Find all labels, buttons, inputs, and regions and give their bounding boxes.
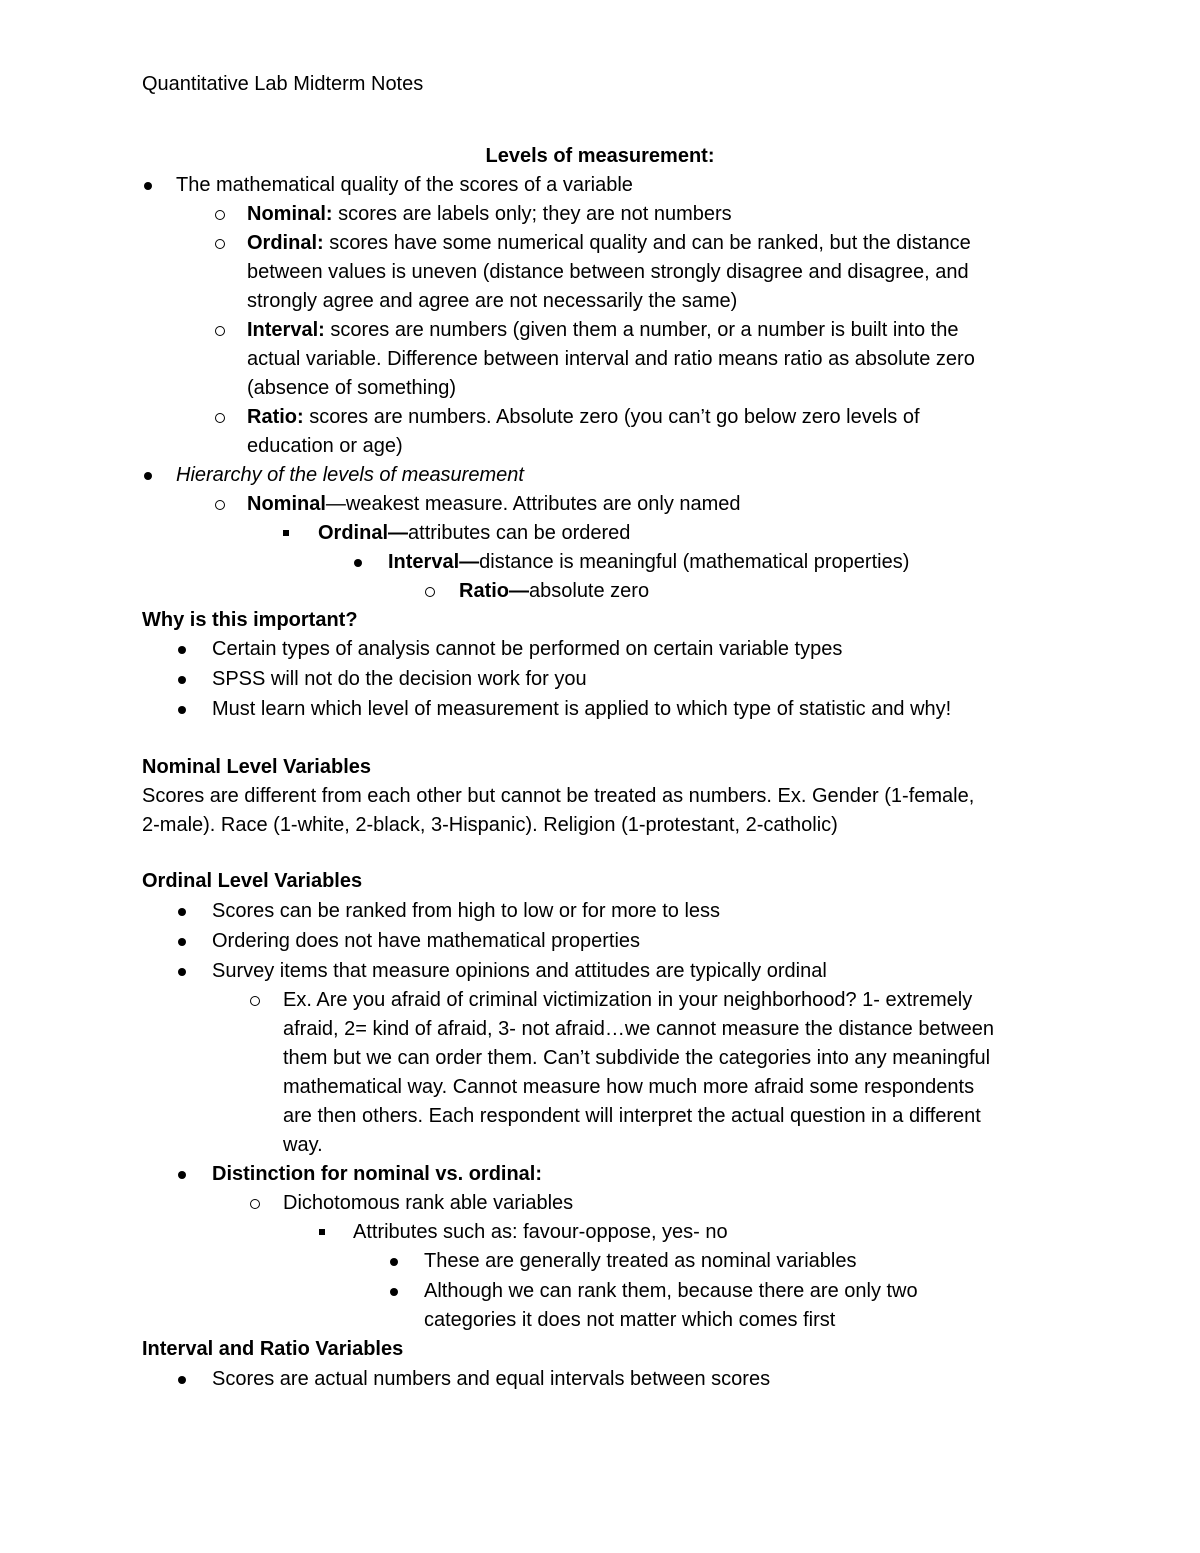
bullet-icon: [172, 1365, 192, 1394]
interval-ratio-heading: Interval and Ratio Variables: [142, 1338, 404, 1360]
list-item-continuation: mathematical way. Cannot measure how much more afraid some respondents: [283, 1076, 975, 1098]
bullet-icon: [138, 171, 158, 200]
list-item: Must learn which level of measurement is applied to which type of statistic and why!: [0, 695, 1200, 724]
list-item-ratio: Ratio: scores are numbers. Absolute zero (you can’t go below zero levels of: [0, 403, 1200, 432]
list-item: Attributes such as: favour-oppose, yes- no: [0, 1218, 1200, 1247]
list-item: Although we can rank them, because there are only two: [0, 1277, 1200, 1306]
bullet-icon: [172, 1160, 192, 1189]
circle-bullet-icon: [210, 490, 230, 519]
circle-bullet-icon: [245, 986, 265, 1015]
list-item-continuation: way.: [283, 1134, 323, 1156]
list-item: Scores can be ranked from high to low or for more to less: [0, 897, 1200, 926]
list-item-continuation: categories it does not matter which comes first: [424, 1309, 836, 1331]
circle-bullet-icon: [210, 229, 230, 258]
list-item-continuation: (absence of something): [247, 377, 457, 399]
list-item-nominal: Nominal: scores are labels only; they are not numbers: [0, 200, 1200, 229]
bullet-icon: [172, 635, 192, 664]
list-item-continuation: education or age): [247, 435, 403, 457]
circle-bullet-icon: [420, 577, 440, 606]
list-item: The mathematical quality of the scores of a variable: [0, 171, 1200, 200]
circle-bullet-icon: [245, 1189, 265, 1218]
list-item-hierarchy: Hierarchy of the levels of measurement: [0, 461, 1200, 490]
paragraph-line: 2-male). Race (1-white, 2-black, 3-Hispanic). Religion (1-protestant, 2-catholic): [142, 814, 838, 836]
bullet-icon: [172, 665, 192, 694]
list-item: Ordering does not have mathematical properties: [0, 927, 1200, 956]
list-item-continuation: actual variable. Difference between interval and ratio means ratio as absolute zero: [247, 348, 975, 370]
bullet-icon: [172, 957, 192, 986]
list-item: Certain types of analysis cannot be performed on certain variable types: [0, 635, 1200, 664]
list-item: Scores are actual numbers and equal intervals between scores: [0, 1365, 1200, 1394]
bullet-icon: [348, 548, 368, 577]
example-item: Ex. Are you afraid of criminal victimization in your neighborhood? 1- extremely: [0, 986, 1200, 1015]
list-item: Survey items that measure opinions and attitudes are typically ordinal: [0, 957, 1200, 986]
list-item-distinction: Distinction for nominal vs. ordinal:: [0, 1160, 1200, 1189]
nominal-vars-heading: Nominal Level Variables: [142, 756, 371, 778]
list-item: These are generally treated as nominal variables: [0, 1247, 1200, 1276]
hierarchy-item-ordinal: Ordinal—attributes can be ordered: [0, 519, 1200, 548]
list-item-continuation: them but we can order them. Can’t subdivide the categories into any meaningful: [283, 1047, 991, 1069]
list-item-interval: Interval: scores are numbers (given them a number, or a number is built into the: [0, 316, 1200, 345]
circle-bullet-icon: [210, 403, 230, 432]
hierarchy-item-nominal: Nominal—weakest measure. Attributes are only named: [0, 490, 1200, 519]
paragraph-line: Scores are different from each other but cannot be treated as numbers. Ex. Gender (1-female,: [142, 785, 975, 807]
bullet-icon: [172, 927, 192, 956]
square-bullet-icon: [277, 519, 297, 548]
hierarchy-item-interval: Interval—distance is meaningful (mathematical properties): [0, 548, 1200, 577]
square-bullet-icon: [313, 1218, 333, 1247]
circle-bullet-icon: [210, 316, 230, 345]
circle-bullet-icon: [210, 200, 230, 229]
bullet-icon: [384, 1277, 404, 1306]
list-item-continuation: afraid, 2= kind of afraid, 3- not afraid…we cannot measure the distance between: [283, 1018, 994, 1040]
list-item-ordinal: Ordinal: scores have some numerical quality and can be ranked, but the distance: [0, 229, 1200, 258]
bullet-icon: [138, 461, 158, 490]
hierarchy-item-ratio: Ratio—absolute zero: [0, 577, 1200, 606]
list-item-continuation: between values is uneven (distance between strongly disagree and disagree, and: [247, 261, 969, 283]
list-item: Dichotomous rank able variables: [0, 1189, 1200, 1218]
list-item-continuation: are then others. Each respondent will interpret the actual question in a different: [283, 1105, 981, 1127]
bullet-icon: [384, 1247, 404, 1276]
list-item-continuation: strongly agree and agree are not necessarily the same): [247, 290, 738, 312]
bullet-icon: [172, 695, 192, 724]
levels-heading: Levels of measurement:: [485, 145, 715, 167]
document-title: Quantitative Lab Midterm Notes: [142, 73, 424, 95]
bullet-icon: [172, 897, 192, 926]
why-heading: Why is this important?: [142, 609, 358, 631]
ordinal-vars-heading: Ordinal Level Variables: [142, 870, 363, 892]
list-item: SPSS will not do the decision work for you: [0, 665, 1200, 694]
